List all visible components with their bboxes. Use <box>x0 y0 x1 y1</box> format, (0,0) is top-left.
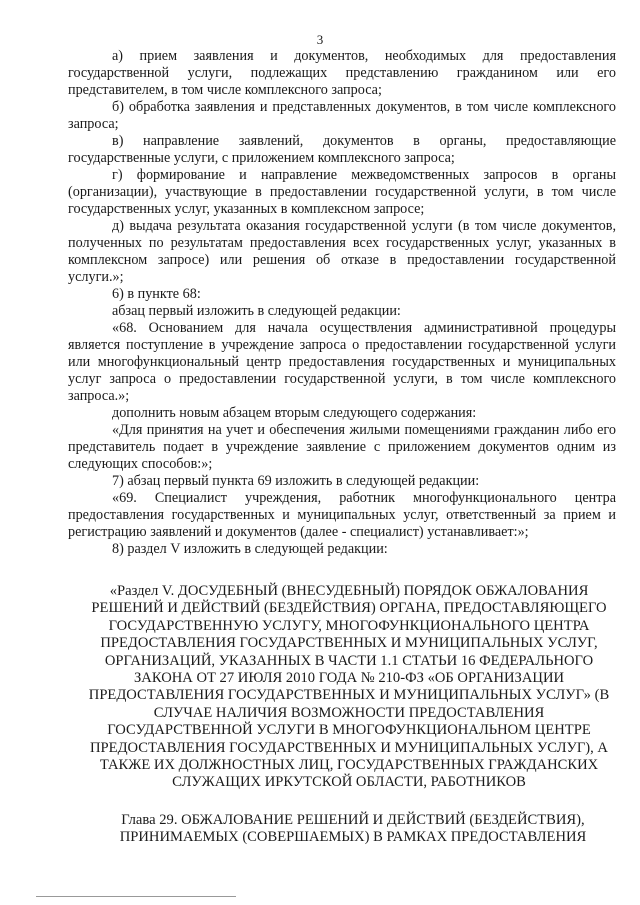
paragraph-quote-registration: «Для принятия на учет и обеспечения жилыми помещениями гражданин либо его представитель подает в учреждение заявление с приложением документов одним из следующих способов:»; <box>68 422 616 472</box>
paragraph-item-a: а) прием заявления и документов, необходимых для предоставления государственной услуги, подлежащих представлению гражданином или его представителем, в том числе комплексного запроса; <box>68 48 616 98</box>
paragraph-amendment-7: 7) абзац первый пункта 69 изложить в следующей редакции: <box>112 473 480 489</box>
paragraph-item-v: в) направление заявлений, документов в органы, предоставляющие государственные услуги, с приложением комплексного запроса; <box>68 133 616 166</box>
chapter-heading: Глава 29. ОБЖАЛОВАНИЕ РЕШЕНИЙ И ДЕЙСТВИЙ (БЕЗДЕЙСТВИЯ), ПРИНИМАЕМЫХ (СОВЕРШАЕМЫХ) В РАМКАХ ПРЕДОСТАВЛЕНИЯ <box>119 811 587 846</box>
page-number: 3 <box>316 32 324 47</box>
spacer <box>68 558 616 583</box>
paragraph-abzac-first: абзац первый изложить в следующей редакции: <box>112 303 401 319</box>
paragraph-item-g: г) формирование и направление межведомственных запросов в органы (организации), участвующие в предоставлении государственной услуги, в том числе государственных услуг, указанных в комплексном запросе; <box>68 167 616 217</box>
paragraph-clause-68: «68. Основанием для начала осуществления административной процедуры является поступление в учреждение запроса о предоставлении государственной услуги или многофункциональный центр предоставления государственных и муниципальных услуг запроса о предоставлении государственной услуги, в том числе комплексного запроса.»; <box>68 320 616 404</box>
paragraph-amendment-8: 8) раздел V изложить в следующей редакции: <box>112 541 388 557</box>
paragraph-add-abzac: дополнить новым абзацем вторым следующего содержания: <box>112 405 477 421</box>
paragraph-item-b: б) обработка заявления и представленных документов, в том числе комплексного запроса; <box>68 99 616 132</box>
paragraph-item-d: д) выдача результата оказания государственной услуги (в том числе документов, полученных по результатам предоставления всех государственных услуг, указанных в комплексном запросе) или решения об отказе в предоставлении государственной услуги.»; <box>68 218 616 285</box>
paragraph-amendment-6: 6) в пункте 68: <box>112 286 201 302</box>
paragraph-clause-69: «69. Специалист учреждения, работник многофункционального центра предоставления государственных и муниципальных услуг, ответственный за прием и регистрацию заявлений и документов (далее - специалист) устанавливает:»; <box>68 490 616 540</box>
section-heading: «Раздел V. ДОСУДЕБНЫЙ (ВНЕСУДЕБНЫЙ) ПОРЯДОК ОБЖАЛОВАНИЯ РЕШЕНИЙ И ДЕЙСТВИЙ (БЕЗДЕЙСТВИЯ) ОРГАНА, ПРЕДОСТАВЛЯЮЩЕГО ГОСУДАРСТВЕННУЮ УСЛУГУ, МНОГОФУНКЦИОНАЛЬНОГО ЦЕНТРА ПРЕДОСТАВЛЕНИЯ ГОСУДАРСТВЕННЫХ И МУНИЦИПАЛЬНЫХ УСЛУГ, ОРГАНИЗАЦИЙ, УКАЗАННЫХ В ЧАСТИ 1.1 СТАТЬИ 16 ФЕДЕРАЛЬНОГО ЗАКОНА ОТ 27 ИЮЛЯ 2010 ГОДА № 210-ФЗ «ОБ ОРГАНИЗАЦИИ ПРЕДОСТАВЛЕНИЯ ГОСУДАРСТВЕННЫХ И МУНИЦИПАЛЬНЫХ УСЛУГ» (В СЛУЧАЕ НАЛИЧИЯ ВОЗМОЖНОСТИ ПРЕДОСТАВЛЕНИЯ ГОСУДАРСТВЕННОЙ УСЛУГИ В МНОГОФУНКЦИОНАЛЬНОМ ЦЕНТРЕ ПРЕДОСТАВЛЕНИЯ ГОСУДАРСТВЕННЫХ И МУНИЦИПАЛЬНЫХ УСЛУГ), А ТАКЖЕ ИХ ДОЛЖНОСТНЫХ ЛИЦ, ГОСУДАРСТВЕННЫХ ГРАЖДАНСКИХ СЛУЖАЩИХ ИРКУТСКОЙ ОБЛАСТИ, РАБОТНИКОВ <box>88 583 610 791</box>
footer-divider <box>36 896 236 897</box>
document-body <box>68 48 616 847</box>
